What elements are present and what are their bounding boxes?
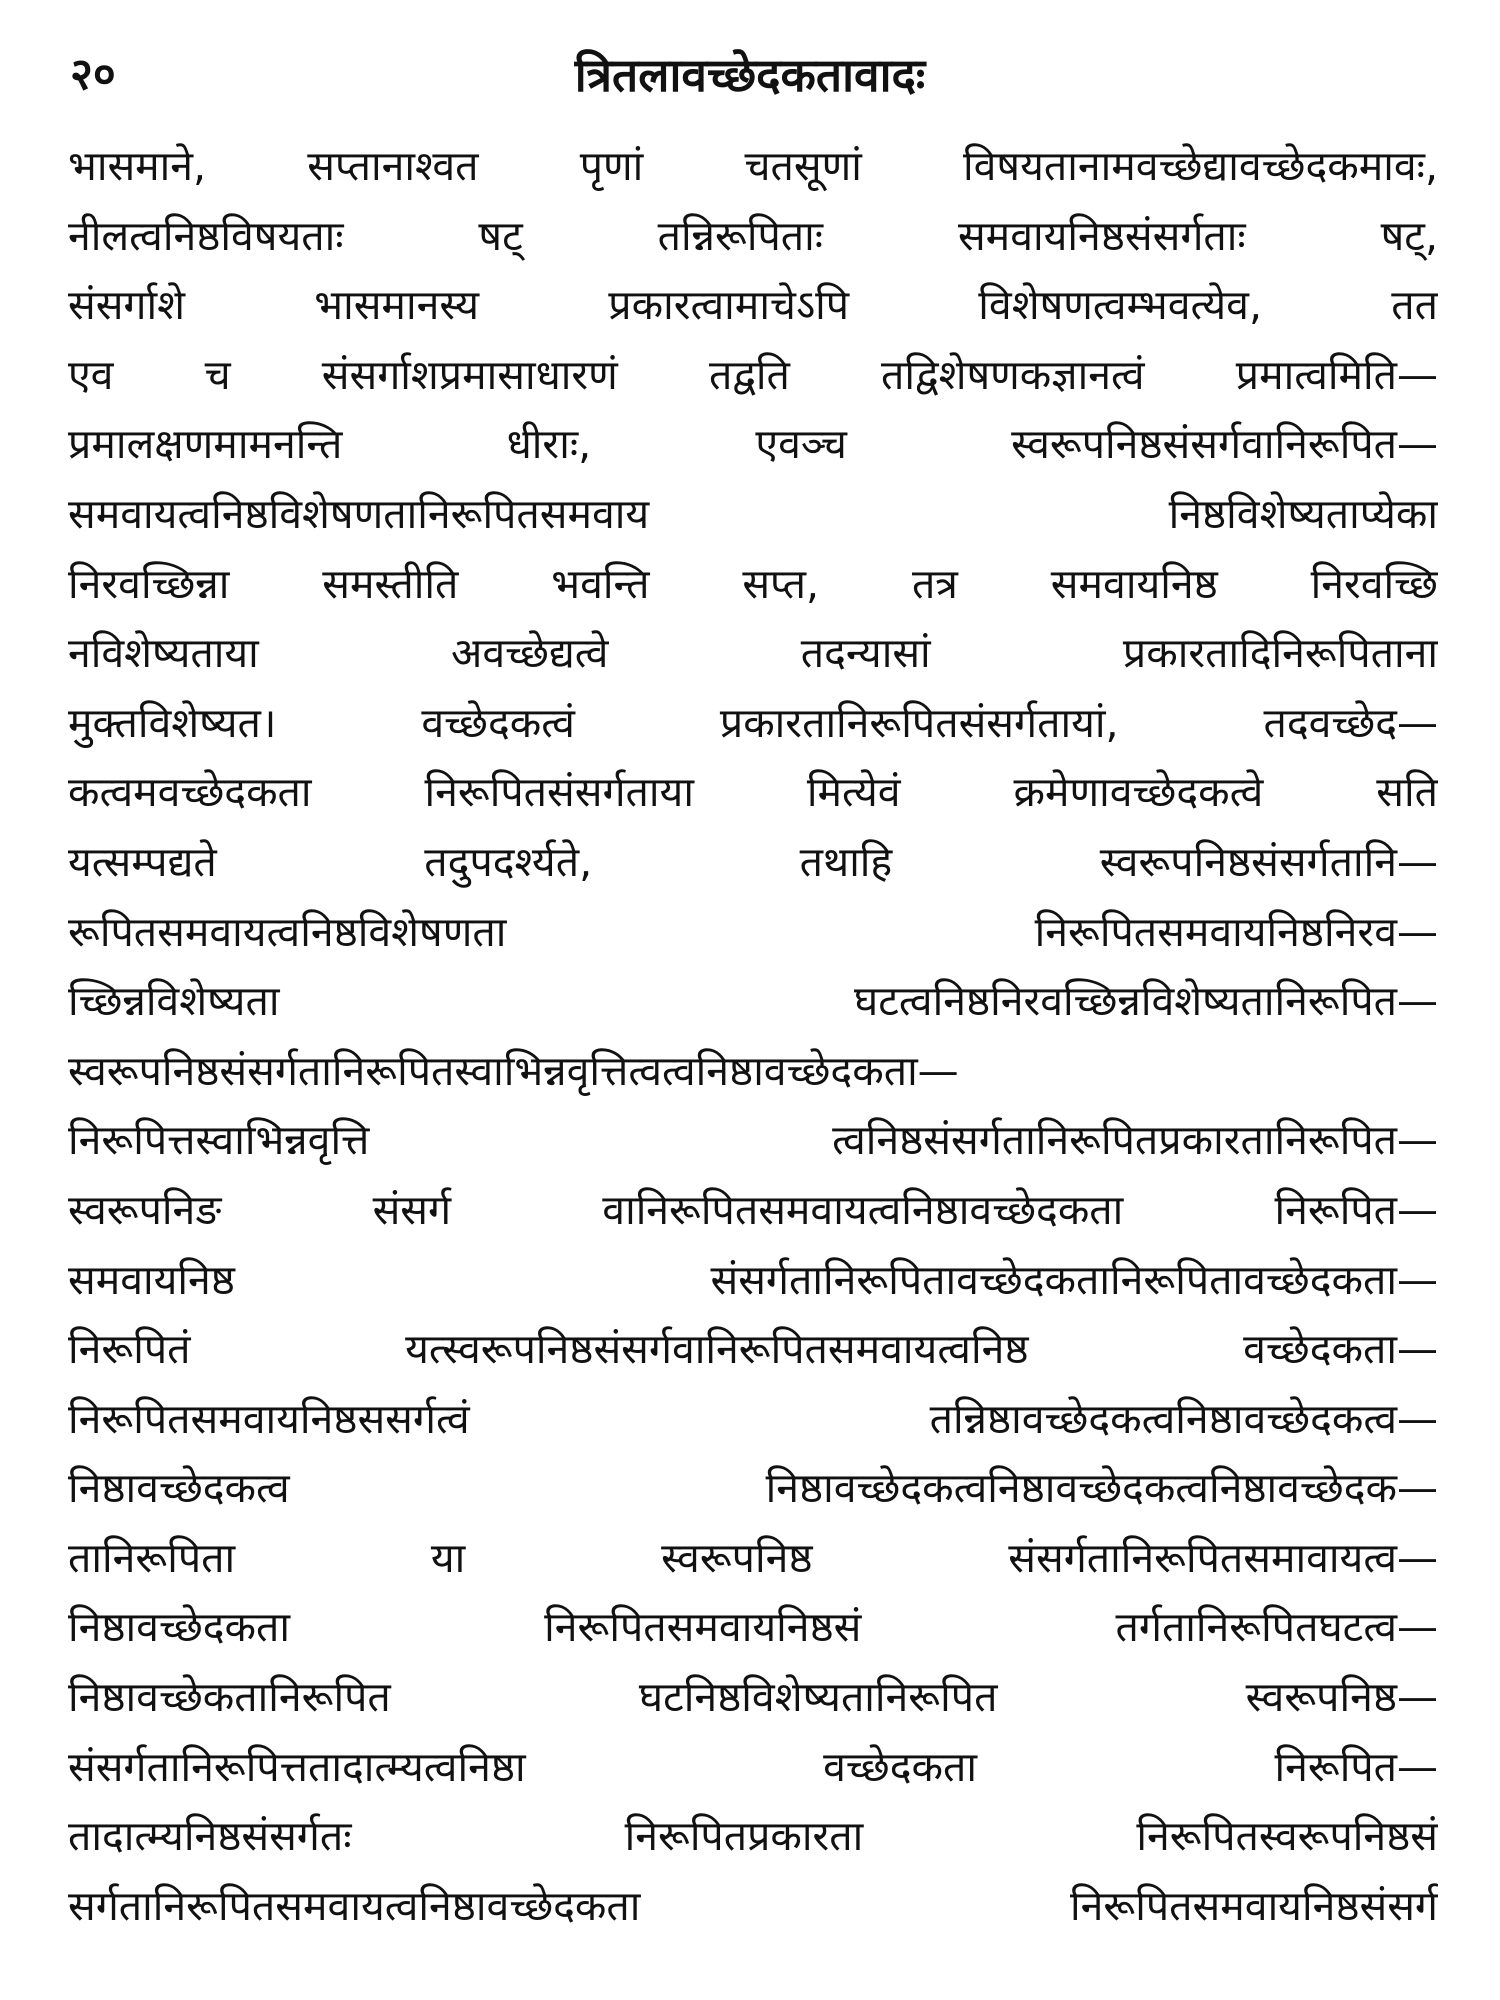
text-line: रूपितसमवायत्वनिष्ठविशेषणता निरूपितसमवायनिष्ठनिरव— (68, 907, 1438, 956)
text-line: मुक्तविशेष्यत। वच्छेदकत्वं प्रकारतानिरूपितसंसर्गतायां, तदवच्छेद— (68, 698, 1438, 747)
page-header (70, 40, 1430, 110)
text-line: च्छिन्नविशेष्यता घटत्वनिष्ठनिरवच्छिन्नविशेष्यतानिरूपित— (68, 977, 1438, 1026)
text-line: तानिरूपिता या स्वरूपनिष्ठ संसर्गतानिरूपितसमावायत्व— (68, 1533, 1438, 1582)
text-line: स्वरूपनिङ संसर्ग वानिरूपितसमवायत्वनिष्ठावच्छेदकता निरूपित— (68, 1185, 1438, 1234)
text-line: समवायत्वनिष्ठविशेषणतानिरूपितसमवाय निष्ठविशेष्यताप्येका (68, 489, 1438, 538)
text-line: तादात्म्यनिष्ठसंसर्गतः निरूपितप्रकारता निरूपितस्वरूपनिष्ठसं (68, 1812, 1438, 1861)
text-line: निरूपित्तस्वाभिन्नवृत्ति त्वनिष्ठसंसर्गतानिरूपितप्रकारतानिरूपित— (68, 1116, 1438, 1165)
text-line: यत्सम्पद्यते तदुपदर्श्यते, तथाहि स्वरूपनिष्ठसंसर्गतानि— (68, 837, 1438, 886)
page-number: २० (70, 49, 116, 100)
body-text (68, 132, 1438, 1941)
text-line: निरवच्छिन्ना समस्तीति भवन्ति सप्त, तत्र समवायनिष्ठ निरवच्छि (68, 559, 1438, 608)
text-line: स्वरूपनिष्ठसंसर्गतानिरूपितस्वाभिन्नवृत्तित्वत्वनिष्ठावच्छेदकता— (68, 1046, 959, 1095)
running-title: त्रितलावच्छेदकतावादः (574, 48, 926, 102)
text-line: भासमाने, सप्तानाश्वत पृणां चतसूणां विषयतानामवच्छेद्यावच्छेदकमावः, (68, 142, 1438, 190)
text-line: निष्ठावच्छेदकता निरूपितसमवायनिष्ठसं तर्गतानिरूपितघटत्व— (68, 1603, 1438, 1652)
text-line: कत्वमवच्छेदकता निरूपितसंसर्गताया मित्येवं क्रमेणावच्छेदकत्वे सति (68, 768, 1438, 817)
text-line: प्रमालक्षणमामनन्ति धीराः, एवञ्च स्वरूपनिष्ठसंसर्गवानिरूपित— (68, 420, 1438, 469)
text-line: सर्गतानिरूपितसमवायत्वनिष्ठावच्छेदकता निरूपितसमवायनिष्ठसंसर्ग (68, 1881, 1438, 1930)
text-line: निरूपितं यत्स्वरूपनिष्ठसंसर्गवानिरूपितसमवायत्वनिष्ठ वच्छेदकता— (68, 1325, 1438, 1374)
text-line: समवायनिष्ठ संसर्गतानिरूपितावच्छेदकतानिरूपितावच्छेदकता— (68, 1255, 1438, 1304)
text-line: निष्ठावच्छेदकत्व निष्ठावच्छेदकत्वनिष्ठावच्छेदकत्वनिष्ठावच्छेदक— (68, 1464, 1438, 1513)
text-line: निष्ठावच्छेकतानिरूपित घटनिष्ठविशेष्यतानिरूपित स्वरूपनिष्ठ— (68, 1673, 1438, 1722)
text-line: नीलत्वनिष्ठविषयताः षट् तन्निरूपिताः समवायनिष्ठसंसर्गताः षट्, (68, 211, 1438, 260)
text-line: संसर्गतानिरूपित्ततादात्म्यत्वनिष्ठा वच्छेदकता निरूपित— (68, 1742, 1438, 1791)
text-line: संसर्गाशे भासमानस्य प्रकारत्वामाचेऽपि विशेषणत्वम्भवत्येव, तत (68, 281, 1438, 330)
text-line: एव च संसर्गाशप्रमासाधारणं तद्वति तद्विशेषणकज्ञानत्वं प्रमात्वमिति— (68, 350, 1438, 399)
text-line: निरूपितसमवायनिष्ठससर्गत्वं तन्निष्ठावच्छेदकत्वनिष्ठावच्छेदकत्व— (68, 1394, 1438, 1443)
text-line: नविशेष्यताया अवच्छेद्यत्वे तदन्यासां प्रकारतादिनिरूपिताना (68, 629, 1438, 678)
